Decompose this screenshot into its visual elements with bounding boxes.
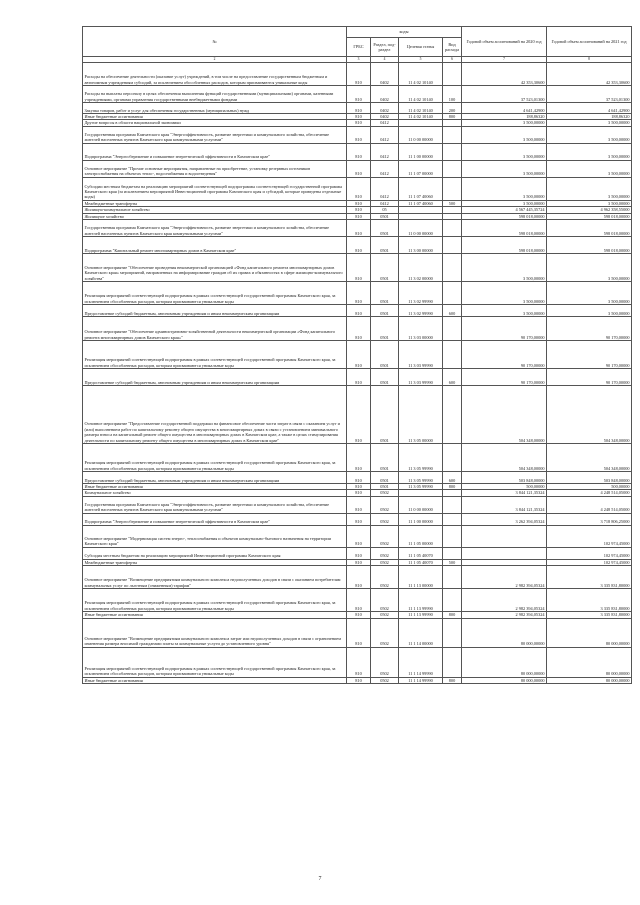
table-row <box>83 444 632 472</box>
row-2021: 503 848,00000 <box>547 472 632 484</box>
row-csr: 11 1 13 99990 <box>399 589 443 612</box>
row-name: Основное мероприятие "Модернизация систем энерго-, теплоснабжения и объектов коммунально-бытового назначения на территории Камчатского края" <box>83 525 347 547</box>
table-row <box>83 369 632 386</box>
table-row <box>83 282 632 305</box>
row-2021: 188,86320 <box>547 114 632 120</box>
row-razdel: 0502 <box>371 618 399 647</box>
header-csr: Целевая статья <box>399 38 443 57</box>
column-index: 5 <box>399 57 443 63</box>
table-row <box>83 472 632 484</box>
row-grbs: 810 <box>347 547 371 559</box>
row-vr: 800 <box>443 612 462 618</box>
row-grbs: 810 <box>347 254 371 282</box>
row-2021: 3 500,00000 <box>547 254 632 282</box>
row-2020: 3 500,00000 <box>462 282 547 305</box>
row-grbs: 810 <box>347 496 371 513</box>
row-name: Иные бюджетные ассигнования <box>83 484 347 490</box>
column-index: 6 <box>443 57 462 63</box>
row-name: Реализация мероприятий соответствующей подпрограммы в рамках соответствующей государственной программы Камчатского края, за исключением обособленных расходов, которым присваиваются уникальные коды <box>83 341 347 369</box>
row-csr: 11 1 00 00000 <box>399 143 443 160</box>
row-razdel: 0501 <box>371 282 399 305</box>
row-name: Расходы на выплаты персоналу в целях обеспечения выполнения функций государственными (муниципальными) органами, казенными учреждениями, органами управления государственными внебюджетными фондами <box>83 86 347 103</box>
page-number: 7 <box>318 876 322 882</box>
row-razdel: 0501 <box>371 369 399 386</box>
row-2020: 90 170,00000 <box>462 341 547 369</box>
row-grbs: 810 <box>347 513 371 525</box>
row-razdel: 0412 <box>371 120 399 126</box>
row-name: Межбюджетные трансферты <box>83 200 347 206</box>
row-grbs: 810 <box>347 677 371 683</box>
row-razdel: 0502 <box>371 647 399 677</box>
row-csr: 11 0 00 00000 <box>399 220 443 237</box>
table-row <box>83 126 632 143</box>
row-vr <box>443 647 462 677</box>
row-name: Другие вопросы в области национальной экономики <box>83 120 347 126</box>
row-grbs: 810 <box>347 305 371 317</box>
row-2020: 4 567 445,35724 <box>462 207 547 213</box>
row-csr: 11 1 05 40070 <box>399 559 443 565</box>
row-grbs: 810 <box>347 317 371 341</box>
row-vr <box>443 143 462 160</box>
row-csr: 11 3 02 99990 <box>399 305 443 317</box>
row-csr: 11 3 05 99990 <box>399 472 443 484</box>
row-vr <box>443 237 462 254</box>
row-name: Жилищно-коммунальное хозяйство <box>83 207 347 213</box>
row-csr: 11 1 05 40070 <box>399 547 443 559</box>
header-2021: Годовой объем ассигнований на 2021 год <box>547 27 632 57</box>
row-name: Государственная программа Камчатского края "Энергоэффективность, развитие энергетики и коммунального хозяйства, обеспечение жителей населенных пунктов Камчатского края коммунальными услугами" <box>83 126 347 143</box>
header-vr: Вид расхода <box>443 38 462 57</box>
row-name: Коммунальное хозяйство <box>83 490 347 496</box>
row-2021: 3 500,00000 <box>547 200 632 206</box>
row-grbs: 810 <box>347 207 371 213</box>
row-vr <box>443 513 462 525</box>
row-csr: 11 4 02 10140 <box>399 114 443 120</box>
row-name: Реализация мероприятий соответствующей подпрограммы в рамках соответствующей государственной программы Камчатского края, за исключением обособленных расходов, которым присваиваются уникальные коды <box>83 589 347 612</box>
row-name: Подпрограмма "Энергосбережение и повышение энергетической эффективности в Камчатском крае" <box>83 143 347 160</box>
row-grbs: 810 <box>347 177 371 200</box>
row-csr: 11 1 14 00000 <box>399 618 443 647</box>
row-2020: 3 844 121,35324 <box>462 490 547 496</box>
row-grbs: 810 <box>347 282 371 305</box>
row-csr: 11 3 05 99990 <box>399 444 443 472</box>
row-2020: 3 844 121,35324 <box>462 496 547 513</box>
table-row <box>83 160 632 177</box>
row-grbs: 810 <box>347 589 371 612</box>
row-2020: 3 500,00000 <box>462 305 547 317</box>
row-vr: 100 <box>443 86 462 103</box>
row-2021: 3 718 806,25000 <box>547 513 632 525</box>
table-body <box>83 57 632 684</box>
row-2021: 102 974,45000 <box>547 547 632 559</box>
row-2021: 4 641,42900 <box>547 103 632 114</box>
row-csr: 11 3 03 99990 <box>399 341 443 369</box>
row-2021: 598 018,00000 <box>547 213 632 219</box>
row-vr <box>443 566 462 589</box>
row-2020: 503 848,00000 <box>462 472 547 484</box>
row-razdel: 0502 <box>371 677 399 683</box>
header-codes: коды <box>347 27 462 38</box>
row-vr <box>443 525 462 547</box>
row-vr: 600 <box>443 305 462 317</box>
row-grbs: 810 <box>347 484 371 490</box>
table-row <box>83 103 632 114</box>
row-grbs: 810 <box>347 386 371 444</box>
row-vr: 600 <box>443 369 462 386</box>
row-grbs: 810 <box>347 103 371 114</box>
row-grbs: 810 <box>347 647 371 677</box>
row-vr <box>443 618 462 647</box>
row-2020: 90 170,00000 <box>462 369 547 386</box>
row-vr: 200 <box>443 103 462 114</box>
row-vr <box>443 282 462 305</box>
row-razdel: 0402 <box>371 63 399 86</box>
row-razdel: 0412 <box>371 177 399 200</box>
row-2020: 2 982 394,05324 <box>462 612 547 618</box>
row-2020: 3 500,00000 <box>462 200 547 206</box>
row-2020: 37 523,01300 <box>462 86 547 103</box>
row-2021: 3 500,00000 <box>547 160 632 177</box>
row-csr: 11 3 03 00000 <box>399 317 443 341</box>
row-grbs: 810 <box>347 444 371 472</box>
table-row <box>83 618 632 647</box>
row-vr: 500 <box>443 559 462 565</box>
row-grbs: 810 <box>347 160 371 177</box>
row-razdel: 05 <box>371 207 399 213</box>
row-2020: 504 348,00000 <box>462 386 547 444</box>
header-num: № <box>83 27 347 57</box>
row-2021: 3 500,00000 <box>547 177 632 200</box>
row-razdel: 0502 <box>371 547 399 559</box>
row-razdel: 0501 <box>371 444 399 472</box>
column-index: 7 <box>462 57 547 63</box>
row-name: Предоставление субсидий бюджетным, автономным учреждениям и иным некоммерческим организациям <box>83 472 347 484</box>
row-csr: 11 3 02 99990 <box>399 282 443 305</box>
row-2021: 3 335 831,80000 <box>547 589 632 612</box>
row-name: Реализация мероприятий соответствующей подпрограммы в рамках соответствующей государственной программы Камчатского края, за исключением обособленных расходов, которым присваиваются уникальные коды <box>83 647 347 677</box>
row-grbs: 810 <box>347 220 371 237</box>
row-name: Подпрограмма "Капитальный ремонт многоквартирных домов в Камчатском крае" <box>83 237 347 254</box>
row-razdel: 0501 <box>371 213 399 219</box>
table-row <box>83 177 632 200</box>
table-row <box>83 566 632 589</box>
row-name: Субсидия местным бюджетам на реализацию мероприятий Инвестиционной программы Камчатского края <box>83 547 347 559</box>
row-name: Государственная программа Камчатского края "Энергоэффективность, развитие энергетики и коммунального хозяйства, обеспечение жителей населенных пунктов Камчатского края коммунальными услугами" <box>83 496 347 513</box>
row-grbs: 810 <box>347 63 371 86</box>
row-grbs: 810 <box>347 566 371 589</box>
row-grbs: 810 <box>347 525 371 547</box>
row-csr: 11 4 02 10140 <box>399 103 443 114</box>
row-vr <box>443 254 462 282</box>
row-grbs: 810 <box>347 213 371 219</box>
row-vr: 800 <box>443 114 462 120</box>
row-name: Жилищное хозяйство <box>83 213 347 219</box>
row-2021: 4 248 514,05000 <box>547 490 632 496</box>
row-2021: 80 000,00000 <box>547 677 632 683</box>
row-2021: 90 170,00000 <box>547 369 632 386</box>
budget-table-sheet <box>82 26 631 684</box>
row-razdel: 0402 <box>371 86 399 103</box>
row-name: Расходы на обеспечение деятельности (оказание услуг) учреждений, в том числе на предоставление государственным бюджетным и автономным учреждениям субсидий, за исключением обособленных расходов, которым присваиваются уникальные коды <box>83 63 347 86</box>
table-row <box>83 143 632 160</box>
table-row <box>83 677 632 683</box>
row-csr: 11 1 13 99990 <box>399 612 443 618</box>
row-vr <box>443 444 462 472</box>
row-razdel: 0502 <box>371 513 399 525</box>
row-2021: 3 500,00000 <box>547 305 632 317</box>
row-razdel: 0502 <box>371 559 399 565</box>
row-vr <box>443 496 462 513</box>
row-name: Иные бюджетные ассигнования <box>83 114 347 120</box>
row-2020: 598 018,00000 <box>462 237 547 254</box>
row-razdel: 0501 <box>371 472 399 484</box>
row-vr <box>443 177 462 200</box>
row-2021: 3 500,00000 <box>547 282 632 305</box>
row-razdel: 0501 <box>371 305 399 317</box>
row-razdel: 0501 <box>371 317 399 341</box>
row-2021: 3 335 831,80000 <box>547 612 632 618</box>
row-razdel: 0501 <box>371 484 399 490</box>
row-2021: 598 018,00000 <box>547 237 632 254</box>
row-razdel: 0412 <box>371 126 399 143</box>
column-index: 2 <box>83 57 347 63</box>
row-vr <box>443 589 462 612</box>
table-row <box>83 305 632 317</box>
table-row <box>83 341 632 369</box>
row-2021: 4 962 358,55000 <box>547 207 632 213</box>
row-2020: 3 500,00000 <box>462 143 547 160</box>
row-2020: 2 982 394,05324 <box>462 566 547 589</box>
column-index: 4 <box>371 57 399 63</box>
row-2020: 90 170,00000 <box>462 317 547 341</box>
row-grbs: 810 <box>347 143 371 160</box>
row-vr <box>443 386 462 444</box>
column-index: 8 <box>547 57 632 63</box>
row-2020: 3 500,00000 <box>462 160 547 177</box>
row-name: Предоставление субсидий бюджетным, автономным учреждениям и иным некоммерческим организациям <box>83 305 347 317</box>
row-grbs: 810 <box>347 369 371 386</box>
row-csr: 11 1 05 00000 <box>399 525 443 547</box>
row-grbs: 810 <box>347 200 371 206</box>
row-2021: 102 974,45000 <box>547 559 632 565</box>
row-2021: 3 500,00000 <box>547 143 632 160</box>
row-grbs: 810 <box>347 114 371 120</box>
row-razdel: 0502 <box>371 589 399 612</box>
row-vr: 800 <box>443 484 462 490</box>
row-2021: 42 353,30600 <box>547 63 632 86</box>
row-vr <box>443 220 462 237</box>
row-csr: 11 0 00 00000 <box>399 126 443 143</box>
row-razdel: 0502 <box>371 496 399 513</box>
row-2021: 80 000,00000 <box>547 647 632 677</box>
row-2020: 500,00000 <box>462 484 547 490</box>
row-name: Иные бюджетные ассигнования <box>83 612 347 618</box>
row-2021: 90 170,00000 <box>547 317 632 341</box>
row-2020: 4 641,42900 <box>462 103 547 114</box>
row-razdel: 0501 <box>371 254 399 282</box>
row-2020 <box>462 525 547 547</box>
row-2020: 3 500,00000 <box>462 120 547 126</box>
row-2021: 598 018,00000 <box>547 220 632 237</box>
row-2021: 102 974,45000 <box>547 525 632 547</box>
row-2020: 504 348,00000 <box>462 444 547 472</box>
row-vr <box>443 126 462 143</box>
row-razdel: 0412 <box>371 160 399 177</box>
row-razdel: 0502 <box>371 525 399 547</box>
table-row <box>83 547 632 559</box>
row-name: Закупка товаров, работ и услуг для обеспечения государственных (муниципальных) нужд <box>83 103 347 114</box>
table-row <box>83 386 632 444</box>
row-razdel: 0412 <box>371 143 399 160</box>
row-grbs: 810 <box>347 341 371 369</box>
row-csr: 11 3 02 00000 <box>399 254 443 282</box>
row-grbs: 810 <box>347 612 371 618</box>
row-grbs: 810 <box>347 86 371 103</box>
header-grbs: ГРБС <box>347 38 371 57</box>
row-name: Основное мероприятие "Возмещение предприятиям коммунального комплекса затрат или недополученных доходов в связи с ограничением изменения размера вносимой гражданами платы за коммунальные услуги до установленного уровня" <box>83 618 347 647</box>
table-row <box>83 589 632 612</box>
row-name: Основное мероприятие "Предоставление государственной поддержки на финансовое обеспечение части затрат в связи с оказанием услуг и (или) выполнением работ по капитальному ремонту общего имущества в многоквартирных домах в связи с установлением минимального размера взноса на капитальный ремонт общего имущества в многоквартирных домах в Камчатском крае, а также в целях стимулирования деятельности по капитальному ремонту общего имущества в многоквартирных домах в Камчатском крае" <box>83 386 347 444</box>
row-2021: 4 248 514,05000 <box>547 496 632 513</box>
row-2020: 3 500,00000 <box>462 254 547 282</box>
row-2021: 504 348,00000 <box>547 386 632 444</box>
row-vr <box>443 341 462 369</box>
row-vr <box>443 160 462 177</box>
row-grbs: 810 <box>347 126 371 143</box>
row-vr: 600 <box>443 472 462 484</box>
row-name: Реализация мероприятий соответствующей подпрограммы в рамках соответствующей государственной программы Камчатского края, за исключением обособленных расходов, которым присваиваются уникальные коды <box>83 282 347 305</box>
row-grbs: 810 <box>347 490 371 496</box>
row-name: Государственная программа Камчатского края "Энергоэффективность, развитие энергетики и коммунального хозяйства, обеспечение жителей населенных пунктов Камчатского края коммунальными услугами" <box>83 220 347 237</box>
row-vr: 500 <box>443 200 462 206</box>
row-vr <box>443 63 462 86</box>
row-2020: 598 018,00000 <box>462 213 547 219</box>
table-row <box>83 220 632 237</box>
row-csr: 11 3 05 99990 <box>399 484 443 490</box>
row-csr: 11 3 03 99990 <box>399 369 443 386</box>
row-name: Основное мероприятие "Прочие основные мероприятия, направленные на приобретение, установку резервных источников электроснабжения на объектах тепло-, водоснабжения и водоотведения" <box>83 160 347 177</box>
table-row <box>83 317 632 341</box>
row-grbs: 810 <box>347 120 371 126</box>
row-vr <box>443 317 462 341</box>
row-name: Иные бюджетные ассигнования <box>83 677 347 683</box>
row-name: Основное мероприятие "Обеспечение административно-хозяйственной деятельности некоммерческой организации «Фонд капитального ремонта многоквартирных домов Камчатского края»" <box>83 317 347 341</box>
row-2020: 3 500,00000 <box>462 177 547 200</box>
row-name: Субсидии местным бюджетам на реализацию мероприятий соответствующей подпрограммы соответствующей государственной программы Камчатского края (за исключением мероприятий Инвестиционной программы Камчатского края и субсидий, которые приведены отдельные коды) <box>83 177 347 200</box>
row-2021: 90 170,00000 <box>547 341 632 369</box>
table-row <box>83 86 632 103</box>
table-row <box>83 525 632 547</box>
row-2020: 3 262 394,05324 <box>462 513 547 525</box>
row-name: Основное мероприятие "Обеспечение проведения некоммерческой организацией «Фонд капитального ремонта многоквартирных домов Камчатского края» мероприятий, направленных на информирование граждан об их правах и обязанностях в сфере жилищно-коммунального хозяйства" <box>83 254 347 282</box>
row-csr: 11 3 05 00000 <box>399 386 443 444</box>
row-razdel: 0501 <box>371 386 399 444</box>
row-razdel: 0502 <box>371 490 399 496</box>
table-row <box>83 237 632 254</box>
row-razdel: 0402 <box>371 114 399 120</box>
row-name: Предоставление субсидий бюджетным, автономным учреждениям и иным некоммерческим организациям <box>83 369 347 386</box>
header-razdel: Раздел, под-раздел <box>371 38 399 57</box>
row-2020 <box>462 547 547 559</box>
row-name: Реализация мероприятий соответствующей подпрограммы в рамках соответствующей государственной программы Камчатского края, за исключением обособленных расходов, которым присваиваются уникальные коды <box>83 444 347 472</box>
row-csr: 11 3 00 00000 <box>399 237 443 254</box>
row-2021: 80 000,00000 <box>547 618 632 647</box>
row-grbs: 810 <box>347 472 371 484</box>
row-csr: 11 1 14 99990 <box>399 677 443 683</box>
header-2020: Годовой объем ассигнований на 2020 год <box>462 27 547 57</box>
row-2020: 188,86320 <box>462 114 547 120</box>
row-grbs: 810 <box>347 618 371 647</box>
row-name: Подпрограмма "Энергосбережение и повышение энергетической эффективности в Камчатском крае" <box>83 513 347 525</box>
row-vr <box>443 547 462 559</box>
table-row <box>83 513 632 525</box>
row-2021: 504 348,00000 <box>547 444 632 472</box>
row-name: Межбюджетные трансферты <box>83 559 347 565</box>
row-name: Основное мероприятие "Возмещение предприятиям коммунального комплекса недополученных доходов в связи с оказанием потребителям коммунальных услуг по льготным (сниженным) тарифам" <box>83 566 347 589</box>
row-2020: 80 000,00000 <box>462 647 547 677</box>
row-2020: 2 982 394,05324 <box>462 589 547 612</box>
row-csr: 11 1 07 40060 <box>399 177 443 200</box>
row-vr: 800 <box>443 677 462 683</box>
row-2020: 3 500,00000 <box>462 126 547 143</box>
row-razdel: 0501 <box>371 237 399 254</box>
row-2020: 80 000,00000 <box>462 677 547 683</box>
row-razdel: 0412 <box>371 200 399 206</box>
budget-table <box>82 26 632 684</box>
row-csr: 11 1 13 00000 <box>399 566 443 589</box>
row-2020: 42 353,30600 <box>462 63 547 86</box>
row-2021: 3 335 831,80000 <box>547 566 632 589</box>
row-2021: 37 523,01300 <box>547 86 632 103</box>
row-csr: 11 4 02 10140 <box>399 63 443 86</box>
row-csr: 11 1 07 40060 <box>399 200 443 206</box>
row-2021: 500,00000 <box>547 484 632 490</box>
row-2020: 598 018,00000 <box>462 220 547 237</box>
row-csr: 11 1 14 99990 <box>399 647 443 677</box>
table-row <box>83 63 632 86</box>
row-razdel: 0501 <box>371 220 399 237</box>
column-index: 3 <box>347 57 371 63</box>
row-2021: 3 500,00000 <box>547 126 632 143</box>
row-grbs: 810 <box>347 237 371 254</box>
row-2020: 80 000,00000 <box>462 618 547 647</box>
row-razdel: 0502 <box>371 612 399 618</box>
table-row <box>83 496 632 513</box>
row-csr: 11 0 00 00000 <box>399 496 443 513</box>
row-grbs: 810 <box>347 559 371 565</box>
row-razdel: 0501 <box>371 341 399 369</box>
row-csr: 11 1 00 00000 <box>399 513 443 525</box>
row-csr: 11 1 07 00000 <box>399 160 443 177</box>
table-row <box>83 647 632 677</box>
row-2021: 3 500,00000 <box>547 120 632 126</box>
table-row <box>83 254 632 282</box>
row-razdel: 0502 <box>371 566 399 589</box>
row-razdel: 0402 <box>371 103 399 114</box>
row-csr: 11 4 02 10140 <box>399 86 443 103</box>
